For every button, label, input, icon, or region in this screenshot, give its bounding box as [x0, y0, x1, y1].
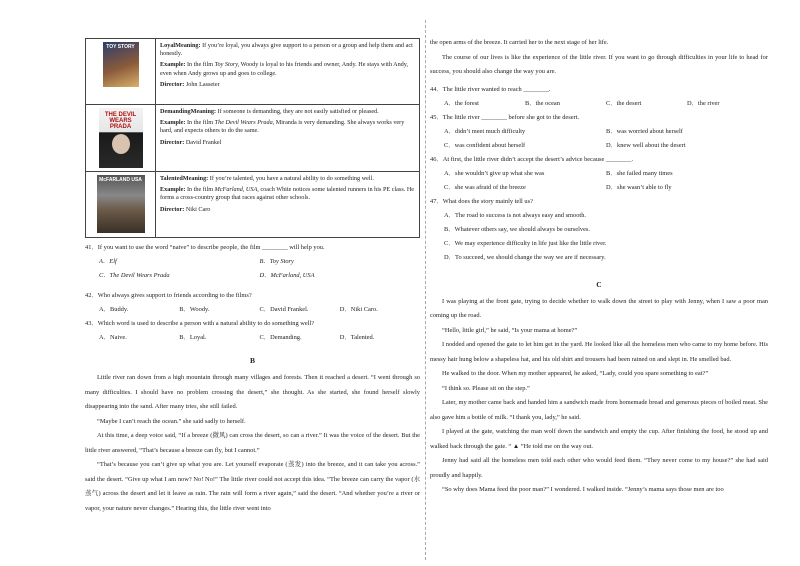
film-heading: DemandingMeaning: — [160, 108, 217, 115]
film-meaning: If you’re loyal, you always give support to a person or a group and help them and act honestly. — [160, 42, 413, 58]
question-42: 42．Who always gives support to friends according to the films? — [85, 292, 252, 299]
film-row — [86, 172, 420, 238]
option-d[interactable]: D．knew well about the desert — [606, 141, 686, 149]
option-d[interactable]: D．Niki Caro. — [339, 306, 378, 313]
example-pre: In the film — [186, 186, 214, 194]
film-row — [86, 39, 420, 105]
film-table — [85, 38, 420, 238]
passage-paragraph: “So why does Mama feed the poor man?” I wondered. I walked inside. “Jenny’s mama says those men are too — [442, 486, 724, 493]
section-b-heading: B — [249, 356, 255, 365]
example-pre: In the film — [186, 61, 214, 69]
option-a[interactable]: A．she wouldn’t give up what she was — [444, 169, 545, 177]
film-text-cell — [156, 105, 420, 172]
director-label: Director: — [160, 205, 185, 213]
passage-paragraph: I was playing at the front gate, trying to decide whether to walk down the street to play with Jenny, when I saw a poor man coming up the road. — [430, 297, 768, 319]
toy-story-poster-image — [103, 42, 139, 87]
options-47 — [430, 212, 768, 268]
passage-paragraph: “Hello, little girl,” he said, “Is your mama at home?” — [442, 326, 578, 334]
option-d[interactable]: D．she wasn’t able to fly — [606, 183, 672, 191]
example-text: Woody is loyal to his friends and owner, Andy. He stays with Andy, even when Andy grows up and goes to college. — [160, 61, 409, 77]
film-heading: LoyalMeaning: — [160, 42, 201, 49]
film-meaning: If you’re talented, you have a natural ability to do something well. — [209, 175, 374, 182]
film-text-cell — [156, 172, 420, 238]
passage-paragraph: I nodded and opened the gate to let him get in the yard. He looked like all the homeless men who came to my home before. His messy hair hung below a shapeless hat, and his old shirt and trousers had been rained on and slept in. He smelled bad. — [430, 341, 768, 363]
option-a[interactable]: A．didn’t meet much difficulty — [444, 127, 526, 135]
option-a[interactable]: A．The road to success is not always easy and smooth. — [444, 211, 586, 219]
passage-paragraph: “Maybe I can’t reach the ocean.” she said sadly to herself. — [97, 417, 246, 425]
example-label: Example: — [160, 61, 186, 69]
devil-wears-prada-poster-image — [99, 108, 143, 168]
option-a[interactable]: A．the forest — [444, 99, 479, 107]
option-d[interactable]: D．Talented. — [339, 334, 375, 341]
film-meaning: If someone is demanding, they are not easily satisfied or pleased. — [217, 108, 379, 115]
passage-paragraph: Later, my mother came back and handed him a sandwich made from homemade bread and generous pieces of boiled meat. She also gave him a bottle of milk. “I thank you, lady,” he said. — [430, 399, 768, 421]
poster-title: TOY STORY — [106, 44, 135, 50]
option-d[interactable]: D．the river — [687, 99, 720, 107]
portrait-icon — [112, 134, 130, 154]
option-c[interactable]: C．The Devil Wears Prada — [99, 272, 170, 279]
example-pre: In the film — [186, 119, 214, 127]
question-45: 45．The little river ________ before she got to the desert. — [430, 113, 580, 121]
options-44 — [430, 100, 768, 108]
film-row — [86, 105, 420, 172]
column-divider — [425, 20, 426, 560]
option-c[interactable]: C．the desert — [606, 99, 642, 107]
passage-paragraph: Jenny had said all the homeless men told each other who would feed them. “They never come to my house?” she had said proudly and happily. — [430, 457, 768, 479]
option-c[interactable]: C．Demanding. — [259, 334, 302, 341]
director-label: Director: — [160, 138, 185, 146]
options-41 — [85, 258, 420, 286]
left-column — [85, 38, 420, 516]
option-a[interactable]: A．Buddy. — [99, 306, 129, 313]
option-c[interactable]: C．David Frankel. — [259, 306, 309, 313]
question-47: 47．What does the story mainly tell us? — [430, 197, 533, 205]
poster-cell — [86, 39, 156, 105]
question-46: 46．At first, the little river didn’t accept the desert’s advice because ________. — [430, 155, 634, 163]
example-film: The Devil Wears Prada, — [214, 119, 275, 127]
passage-paragraph: “I think so. Please sit on the step.” — [442, 384, 530, 392]
poster-title: THE DEVIL WEARS PRADA — [104, 112, 137, 130]
director-label: Director: — [160, 80, 185, 88]
poster-title: McFARLAND USA — [99, 177, 142, 183]
example-text: coach White notices some talented runners in his PE class. He forms a cross-country group that races against other schools. — [160, 186, 415, 202]
example-label: Example: — [160, 186, 186, 194]
option-d[interactable]: D．McFarland, USA — [259, 272, 315, 279]
section-c-heading: C — [596, 279, 602, 289]
poster-cell — [86, 105, 156, 172]
director-name: John Lasseter — [185, 80, 220, 88]
option-b[interactable]: B．Loyal. — [179, 334, 207, 341]
option-b[interactable]: B．Whatever others say, we should always be ourselves. — [444, 225, 590, 233]
passage-paragraph: He walked to the door. When my mother appeared, he asked, “Lady, could you spare something to eat?” — [442, 370, 709, 377]
option-d[interactable]: D．To succeed, we should change the way we are if necessary. — [444, 253, 606, 261]
options-46 — [430, 170, 768, 198]
option-c[interactable]: C．was confident about herself — [444, 141, 526, 149]
option-b[interactable]: B．Toy Story — [259, 258, 294, 265]
option-c[interactable]: C．she was afraid of the breeze — [444, 183, 526, 191]
option-b[interactable]: B．Woody. — [179, 306, 210, 313]
director-name: Niki Caro — [185, 205, 211, 213]
passage-paragraph: Little river ran down from a high mountain through many villages and forests. Then it reached a desert. “I went through so many difficulties. I should have no problem crossing the desert,” she thought. As she started, she found herself slowly disappearing into the sand. After many tries, she still failed. — [85, 374, 420, 410]
example-text: Miranda is very demanding. She always works very hard, and expects others to do the same. — [160, 119, 405, 135]
poster-cell — [86, 172, 156, 238]
passage-paragraph: “That’s because you can’t give up what you are. Let yourself evaporate (蒸发) into the breeze, and it can take you across.” said the desert. “Give up what I am now? No! No!” The little river could not accept this idea. “The breeze can carry the vapor (水蒸气) across the desert and let it leave as rain. The rain will form a river again,” said the desert. “And whether you’re a river or vapor, your nature never changes.” Hearing this, the little river went into — [85, 461, 420, 512]
film-heading: TalentedMeaning: — [160, 175, 209, 182]
film-text-cell — [156, 39, 420, 105]
question-41: 41．If you want to use the word “naive” to describe people, the film ________ will help you. — [85, 244, 325, 251]
option-c[interactable]: C．We may experience difficulty in life just like the little river. — [444, 239, 607, 247]
example-film: Toy Story, — [214, 61, 240, 69]
option-b[interactable]: B．was worried about herself — [606, 127, 683, 135]
passage-paragraph: I played at the gate, watching the man wolf down the sandwich and empty the cup. After finishing the food, he stood up and walked back through the gate. “ ▲ ”He told me on the way out. — [430, 428, 768, 450]
example-label: Example: — [160, 119, 186, 127]
options-43 — [85, 334, 420, 342]
right-column — [430, 36, 768, 498]
director-name: David Frankel — [185, 138, 222, 146]
mcfarland-poster-image — [97, 175, 145, 233]
question-43: 43．Which word is used to describe a person with a natural ability to do something well? — [85, 320, 315, 327]
passage-paragraph: The course of our lives is like the experience of the little river. If you want to go through difficulties in your life to head for success, you should also change the way you are. — [430, 53, 768, 75]
option-b[interactable]: B．the ocean — [525, 99, 560, 107]
passage-paragraph: At this time, a deep voice said, “If a breeze (微风) can cross the desert, so can a river.” It was the voice of the desert. But the little river answered, “That’s because a breeze can fly, but I cannot.” — [85, 432, 420, 454]
option-a[interactable]: A．Elf — [99, 258, 117, 265]
option-a[interactable]: A．Naive. — [99, 334, 127, 341]
options-42 — [85, 306, 420, 314]
options-45 — [430, 128, 768, 156]
option-b[interactable]: B．she failed many times — [606, 169, 673, 177]
passage-paragraph: the open arms of the breeze. It carried her to the next stage of her life. — [430, 39, 609, 46]
example-film: McFarland, USA, — [214, 186, 259, 194]
question-44: 44．The little river wanted to reach ________. — [430, 85, 551, 93]
